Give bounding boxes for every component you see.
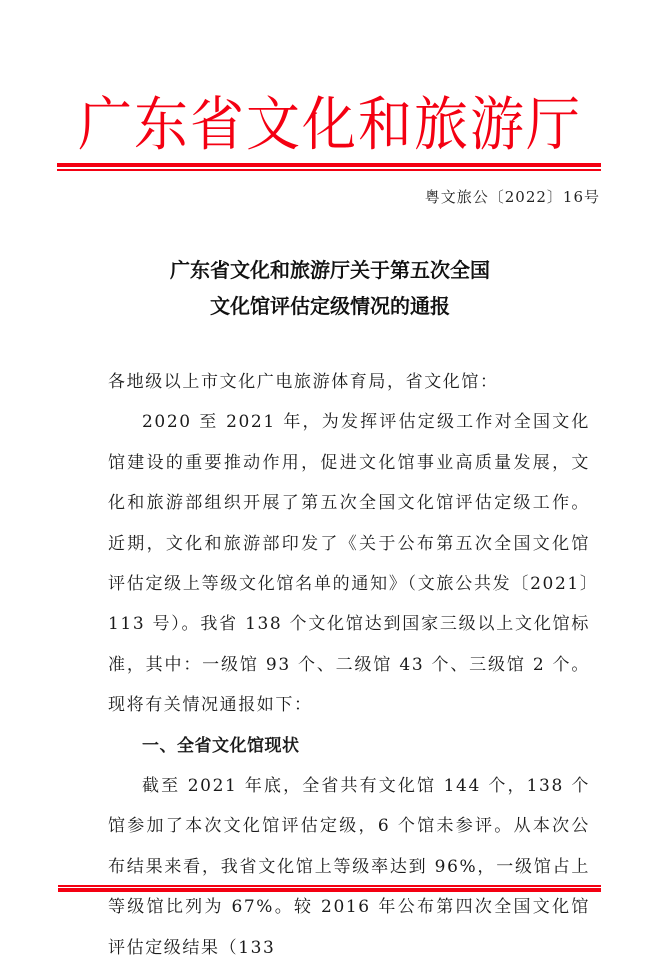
document-body [108, 362, 590, 968]
title-line-1: 广东省文化和旅游厅关于第五次全国 [170, 258, 490, 282]
title-line-2: 文化馆评估定级情况的通报 [210, 294, 450, 318]
header-divider-thick [57, 163, 601, 167]
masthead-title: 广东省文化和旅游厅 [78, 90, 582, 159]
section-heading-1: 一、全省文化馆现状 [142, 735, 300, 756]
salutation: 各地级以上市文化广电旅游体育局，省文化馆： [108, 372, 499, 392]
paragraph-2: 截至 2021 年底，全省共有文化馆 144 个，138 个馆参加了本次文化馆评估定级，6 个馆未参评。从本次公布结果来看，我省文化馆上等级率达到 96%，一级馆占上等级馆比列为 67%。较 2016 年公布第四次全国文化馆评估定级结果（133 [108, 776, 590, 958]
document-title [40, 252, 620, 324]
footer-divider-thin [58, 885, 601, 887]
document-number: 粤文旅公〔2022〕16号 [424, 188, 600, 206]
paragraph-1: 2020 至 2021 年，为发挥评估定级工作对全国文化馆建设的重要推动作用，促进文化馆事业高质量发展，文化和旅游部组织开展了第五次全国文化馆评估定级工作。近期，文化和旅游部印发了《关于公布第五次全国文化馆评估定级上等级文化馆名单的通知》（文旅公共发〔2021〕113 号）。我省 138 个文化馆达到国家三级以上文化馆标准，其中：一级馆 93 个、二级馆 43 个、三级馆 2 个。现将有关情况通报如下： [108, 412, 590, 716]
footer-divider-thick [58, 888, 601, 892]
header-divider-thin [57, 169, 601, 171]
